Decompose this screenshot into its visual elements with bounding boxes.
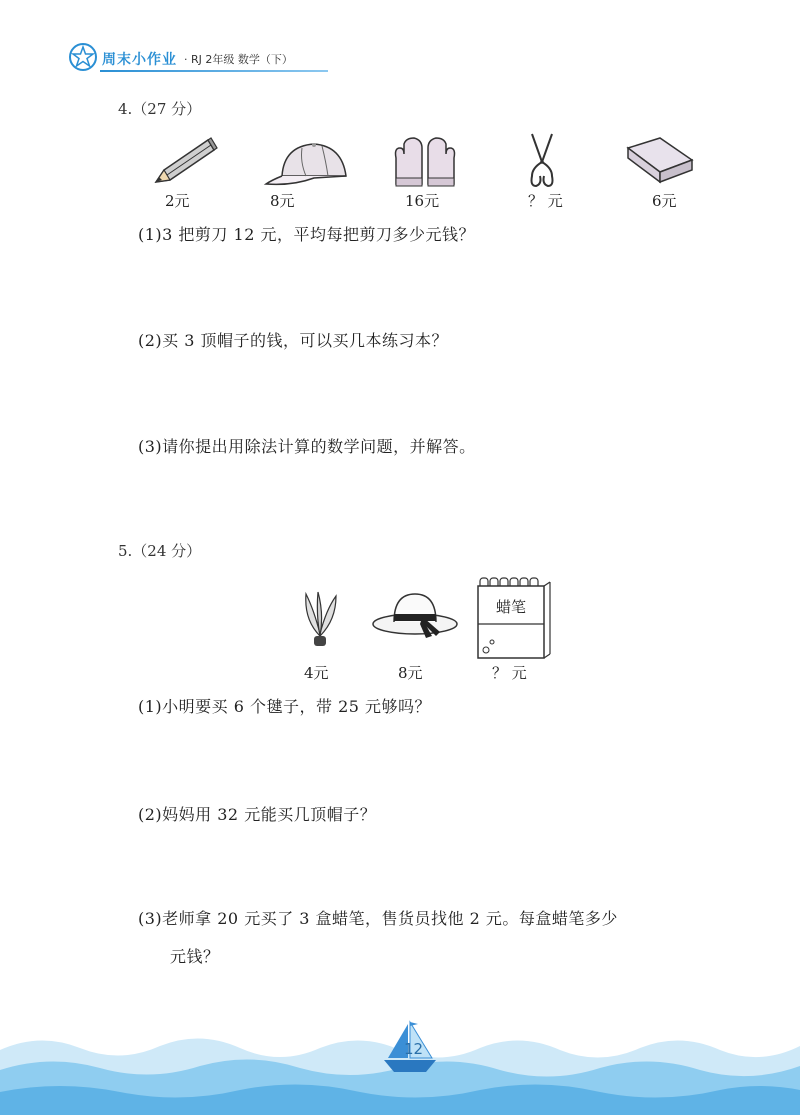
q4-price-cap: 8元 [270, 192, 295, 210]
page-header [68, 40, 308, 74]
crayon-box-icon [474, 572, 554, 662]
q4-question-2: (2)买 3 顶帽子的钱，可以买几本练习本？ [138, 331, 449, 350]
q4-question-3: (3)请你提出用除法计算的数学问题，并解答。 [138, 437, 476, 456]
q4-price-gloves: 16元 [405, 192, 440, 210]
grade-subject: · RJ 2年级 数学（下） [184, 53, 293, 66]
q5-question-3: (3)老师拿 20 元买了 3 盒蜡笔，售货员找他 2 元。每盒蜡笔多少 [138, 909, 618, 928]
brand-title: 周末小作业 [102, 52, 177, 68]
cap-icon [262, 140, 352, 188]
star-logo-icon [68, 42, 98, 72]
q5-question-2: (2)妈妈用 32 元能买几顶帽子？ [138, 805, 377, 824]
gloves-icon [390, 134, 460, 190]
q4-price-notebook: 6元 [652, 192, 677, 210]
shuttlecock-icon [296, 590, 344, 652]
q5-price-shuttlecock: 4元 [304, 664, 329, 682]
notebook-icon [624, 134, 696, 186]
sun-hat-icon [370, 588, 460, 650]
q5-number: 5.（24 分） [118, 542, 202, 560]
q4-question-1: (1)3 把剪刀 12 元，平均每把剪刀多少元钱？ [138, 225, 475, 244]
pencil-icon [150, 134, 218, 188]
header-underline [100, 70, 328, 72]
scissors-icon [522, 132, 562, 190]
q4-price-scissors: ？ 元 [528, 192, 563, 210]
q5-question-3-cont: 元钱？ [170, 947, 220, 966]
q5-question-1: (1)小明要买 6 个毽子，带 25 元够吗？ [138, 697, 432, 716]
q4-price-pencil: 2元 [165, 192, 190, 210]
crayon-box-label: 蜡笔 [495, 598, 527, 616]
page-number: 12 [404, 1040, 424, 1058]
q5-price-hat: 8元 [398, 664, 423, 682]
q5-price-crayons: ？ 元 [492, 664, 527, 682]
q4-number: 4.（27 分） [118, 100, 202, 118]
